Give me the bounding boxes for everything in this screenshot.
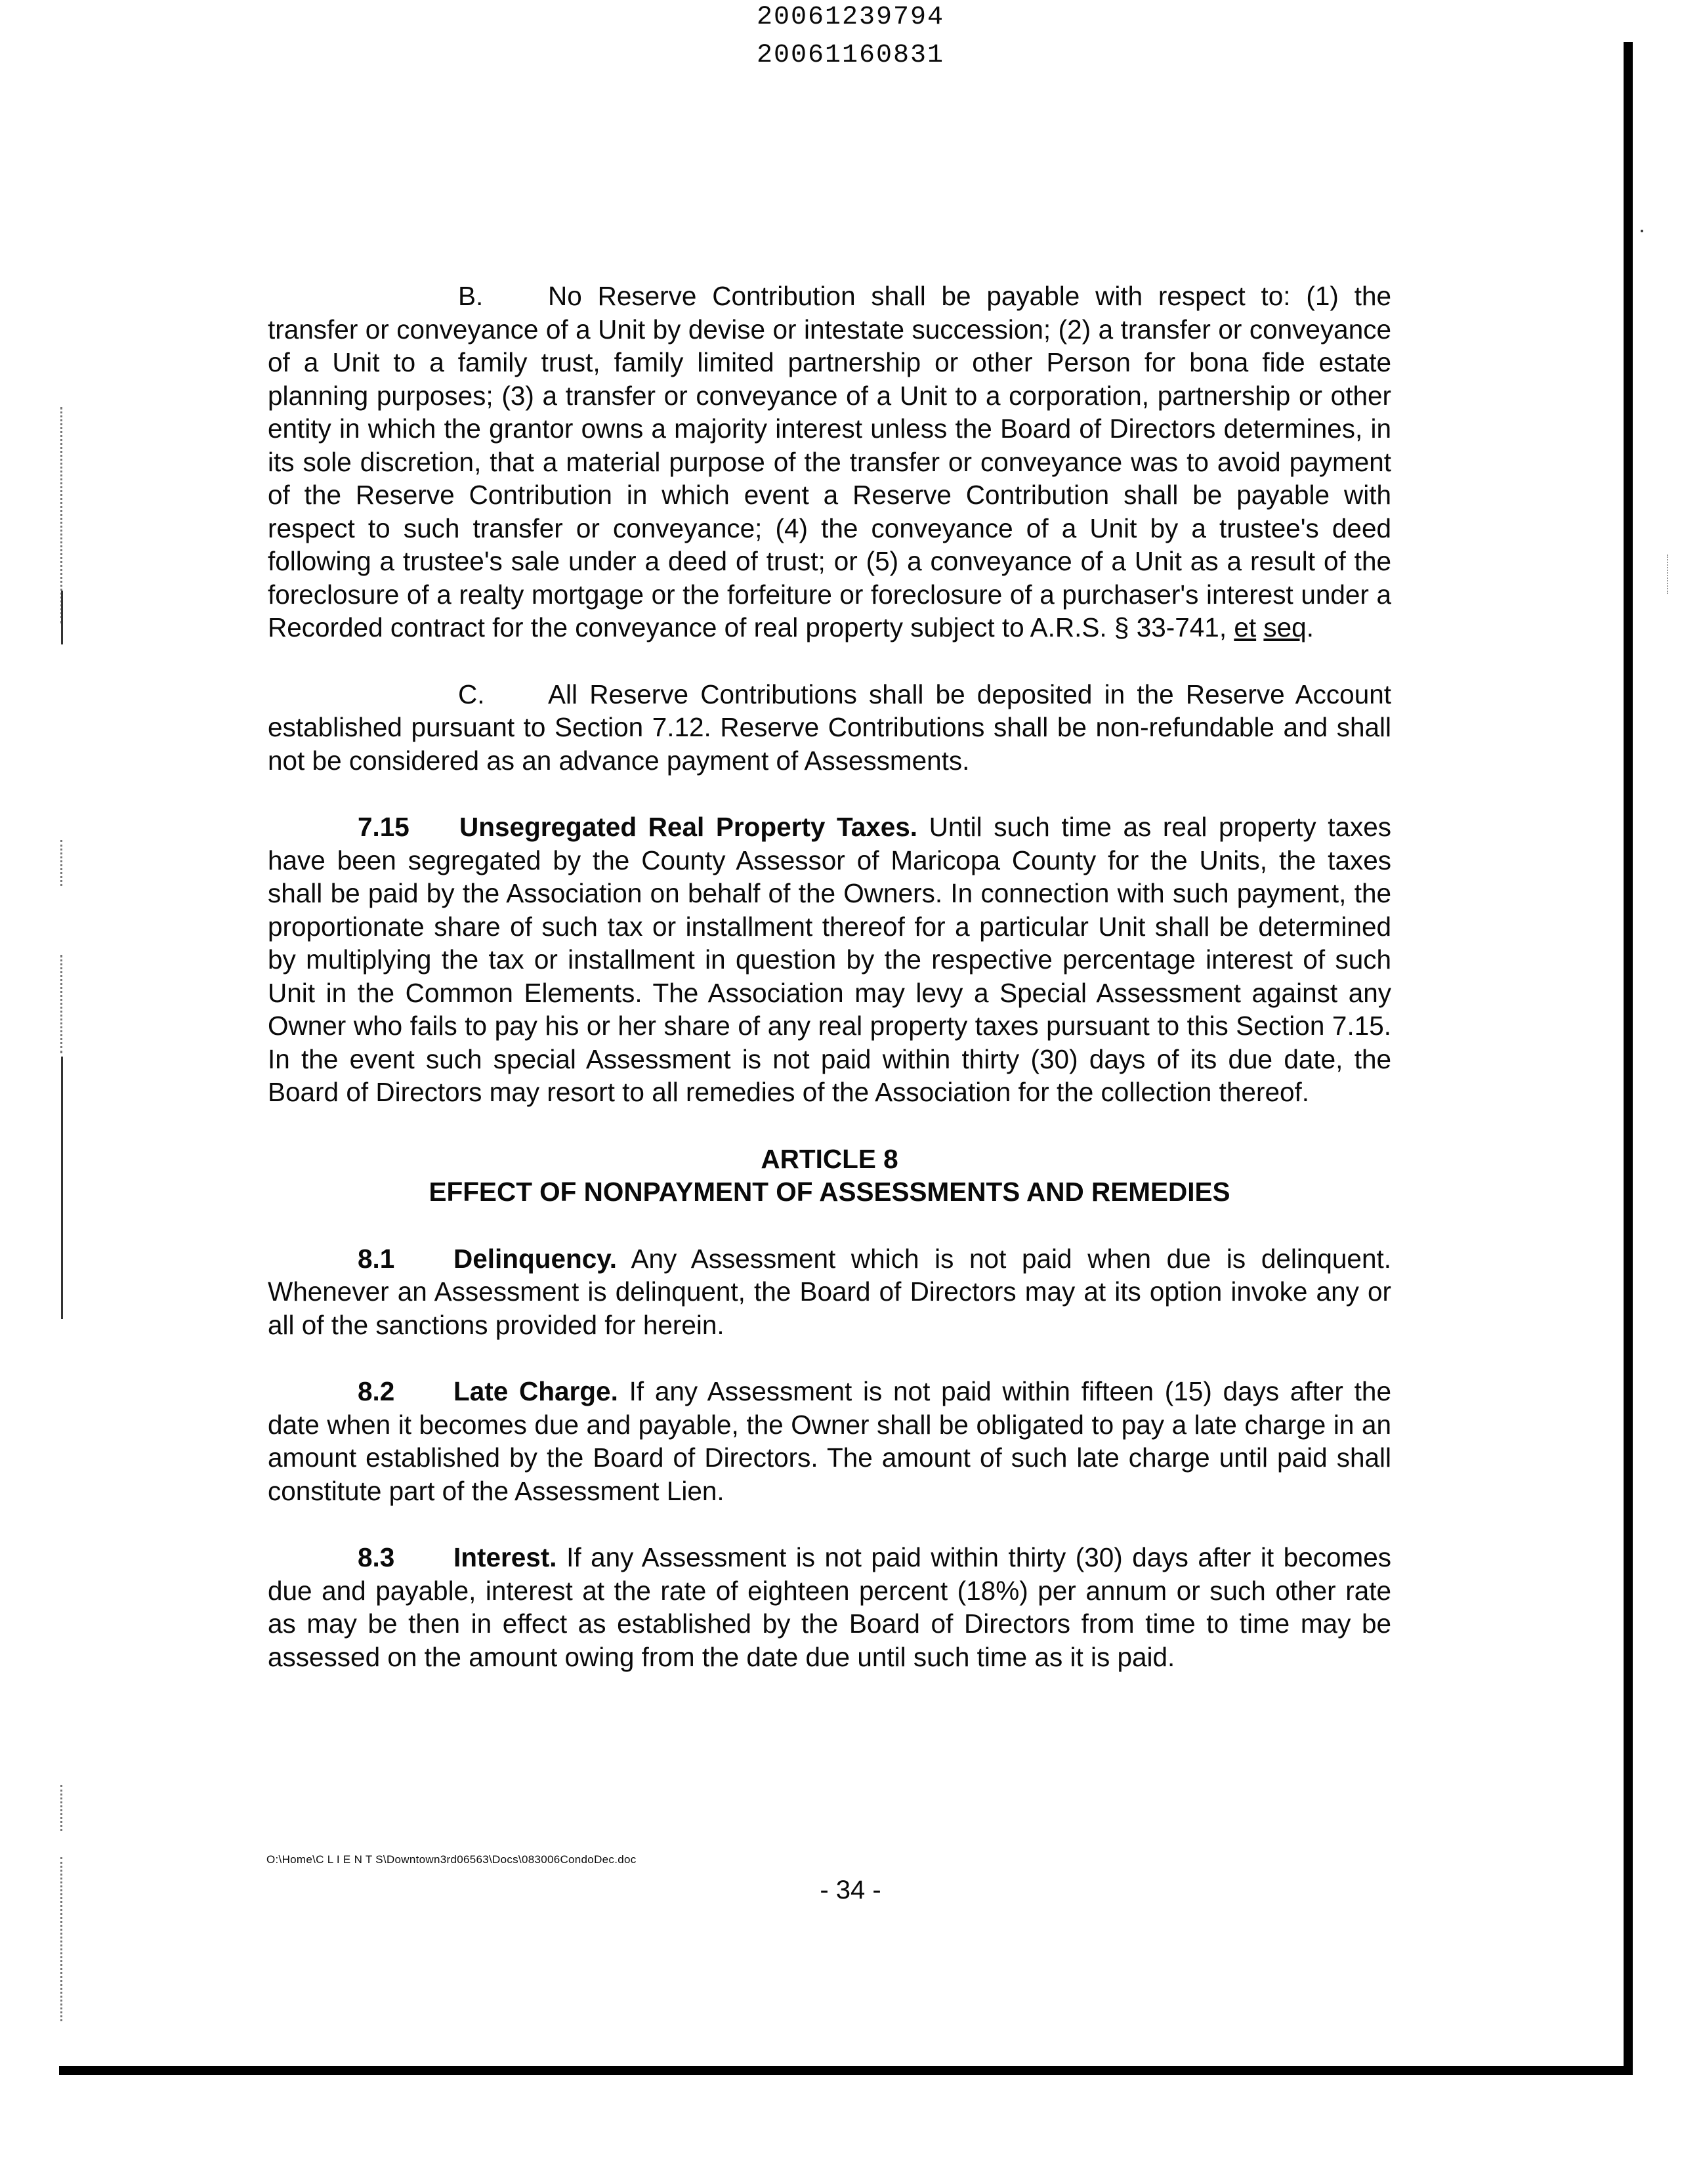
paragraph-c-text: All Reserve Contributions shall be deposited in the Reserve Account established pursuant to Section 7.12. Reserve Contributions shall be non-refundable and shall not be considered as an advance payment of Assessments. [268,679,1391,776]
paragraph-c [268,678,1391,778]
section-8-3-text: If any Assessment is not paid within thirty (30) days after it becomes due and payable, interest at the rate of eighteen percent (18%) per annum or such other rate as may be then in effect as established by the Board of Directors from time to time may be assessed on the amount owing from the date due until such time as it is paid. [268,1542,1391,1672]
paragraph-c-label: C. [458,679,485,709]
scan-margin-mark-right [1667,555,1670,594]
section-8-2-heading: Late Charge. [453,1376,618,1406]
paragraph-b-end: . [1306,612,1314,642]
section-7-15-heading: Unsegregated Real Property Taxes. [459,812,918,842]
scan-speck [1641,230,1643,232]
section-8-1 [268,1242,1391,1342]
seq-word: seq [1263,612,1307,642]
scan-margin-mark [60,840,64,886]
scan-margin-line [61,1057,63,1319]
section-8-3-number: 8.3 [358,1542,395,1572]
paragraph-b-text: No Reserve Contribution shall be payable with respect to: (1) the transfer or conveyance of a Unit by devise or intestate succession; (2) a transfer or conveyance of a Unit to a family trust, family limited partnership or other Person for bona fide estate planning purposes; (3) a transfer or conveyance of a Unit to a corporation, partnership or other entity in which the grantor owns a majority interest unless the Board of Directors determines, in its sole discretion, that a material purpose of the transfer or conveyance was to avoid payment of the Reserve Contribution in which event a Reserve Contribution shall be payable with respect to such transfer or conveyance; (4) the conveyance of a Unit by a trustee's deed following a trustee's sale under a deed of trust; or (5) a conveyance of a Unit as a result of the foreclosure of a realty mortgage or the forfeiture or foreclosure of a purchaser's interest under a Recorded contract for the conveyance of real property subject to A.R.S. § 33-741, [268,281,1391,642]
paragraph-b-label: B. [458,281,484,311]
scan-margin-mark [60,955,64,1053]
scan-margin-mark [60,1785,64,1831]
recording-number-1: 20061239794 [756,3,945,32]
scan-border-bottom [59,2066,1633,2075]
section-8-1-text: Any Assessment which is not paid when due is delinquent. Whenever an Assessment is delinquent, the Board of Directors may at its option invoke any or all of the sanctions provided for herein. [268,1243,1391,1340]
scan-margin-line [61,591,63,644]
article-title: ARTICLE 8 [761,1143,898,1174]
page-number: - 34 - [820,1876,881,1904]
section-8-1-heading: Delinquency. [453,1243,618,1274]
section-8-1-number: 8.1 [358,1243,395,1274]
document-body [268,280,1391,1707]
section-8-3 [268,1541,1391,1673]
section-7-15-number: 7.15 [358,812,410,842]
article-heading [268,1143,1391,1209]
file-path: O:\Home\C L I E N T S\Downtown3rd06563\Docs\083006CondoDec.doc [266,1853,637,1866]
scan-border-right [1624,42,1633,2075]
section-8-2-text: If any Assessment is not paid within fifteen (15) days after the date when it becomes due and payable, the Owner shall be obligated to pay a late charge in an amount established by the Board of Directors. The amount of such late charge until paid shall constitute part of the Assessment Lien. [268,1376,1391,1506]
section-7-15 [268,810,1391,1109]
section-8-2 [268,1375,1391,1507]
paragraph-b [268,280,1391,644]
recording-number-2: 20061160831 [756,41,945,70]
section-8-2-number: 8.2 [358,1376,395,1406]
section-7-15-text: Until such time as real property taxes have been segregated by the County Assessor of Maricopa County for the Units, the taxes shall be paid by the Association on behalf of the Owners. In connection with such payment, the proportionate share of such tax or installment thereof for a particular Unit shall be determined by multiplying the tax or installment in question by the respective percentage interest of such Unit in the Common Elements. The Association may levy a Special Assessment against any Owner who fails to pay his or her share of any real property taxes pursuant to this Section 7.15. In the event such special Assessment is not paid within thirty (30) days of its due date, the Board of Directors may resort to all remedies of the Association for the collection thereof. [268,812,1391,1107]
article-subtitle: EFFECT OF NONPAYMENT OF ASSESSMENTS AND REMEDIES [429,1177,1230,1207]
section-8-3-heading: Interest. [453,1542,557,1572]
et-word: et [1234,612,1257,642]
